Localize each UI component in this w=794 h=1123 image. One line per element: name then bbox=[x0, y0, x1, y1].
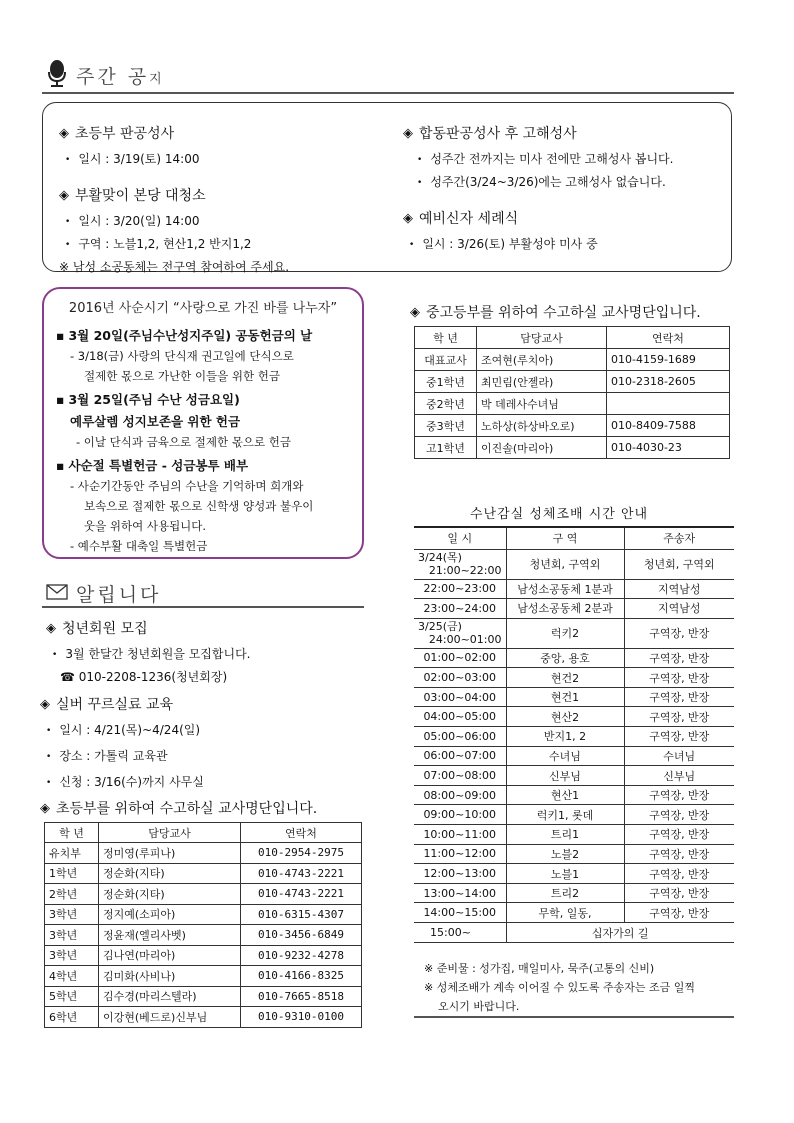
teacher-cell: 김나연(마리아) bbox=[99, 945, 241, 966]
phone-cell: 010-9232-4278 bbox=[241, 945, 362, 966]
adoration-note: ※ 성체조배가 계속 이어질 수 있도록 주송자는 조금 일찍 bbox=[424, 981, 695, 994]
time-cell: 06:00~07:00 bbox=[414, 746, 506, 766]
time-cell: 04:00~05:00 bbox=[414, 707, 506, 727]
notice-line: • 일시 : 3/26(토) 부활성야 미사 중 bbox=[409, 235, 673, 252]
table-row bbox=[45, 925, 362, 946]
table-row bbox=[414, 844, 734, 864]
leader-cell: 청년회, 구역외 bbox=[624, 549, 734, 579]
leader-cell: 구역장, 반장 bbox=[624, 618, 734, 648]
area-cell: 남성소공동체 2분과 bbox=[506, 599, 624, 619]
elem-teachers-heading: ◈ 초등부를 위하여 수고하실 교사명단입니다. bbox=[40, 800, 318, 817]
notice-line: • 일시 : 3/19(토) 14:00 bbox=[65, 150, 289, 167]
table-header: 학 년 bbox=[415, 327, 477, 349]
grade-cell: 고1학년 bbox=[415, 437, 477, 459]
leader-cell: 구역장, 반장 bbox=[624, 825, 734, 845]
table-row bbox=[414, 785, 734, 805]
teacher-cell: 정순화(지타) bbox=[99, 863, 241, 884]
section-title: ◈ 부활맞이 본당 대청소 bbox=[59, 187, 206, 204]
table-row bbox=[414, 923, 734, 943]
adoration-note: ※ 준비물 : 성가집, 매일미사, 묵주(고통의 신비) bbox=[424, 962, 655, 975]
section-title: ◈ 합동판공성사 후 고해성사 bbox=[403, 125, 577, 142]
notice-line: • 성주간 전까지는 미사 전에만 고해성사 봅니다. bbox=[417, 150, 673, 167]
teacher-cell: 김미화(사비나) bbox=[99, 966, 241, 987]
area-cell: 남성소공동체 1분과 bbox=[506, 579, 624, 599]
time-label: 21:00~22:00 bbox=[428, 564, 502, 577]
area-cell: 노블1 bbox=[506, 864, 624, 884]
time-label: 24:00~01:00 bbox=[428, 633, 502, 647]
table-row bbox=[414, 883, 734, 903]
table-row bbox=[414, 864, 734, 884]
table-row bbox=[414, 549, 734, 579]
phone-cell: 010-9310-0100 bbox=[241, 1007, 362, 1028]
table-header-row bbox=[415, 327, 730, 349]
lent-line: 웃을 위하여 사용됩니다. bbox=[84, 519, 207, 533]
announce-header bbox=[46, 580, 161, 607]
phone-cell: 010-4030-23 bbox=[607, 437, 730, 459]
table-row bbox=[415, 371, 730, 393]
teacher-cell: 조여현(루치아) bbox=[477, 349, 607, 371]
lent-line: - 3/18(금) 사랑의 단식재 권고일에 단식으로 bbox=[70, 349, 294, 363]
table-header: 연락처 bbox=[607, 327, 730, 349]
table-row bbox=[414, 618, 734, 648]
announce-line: • 3월 한달간 청년회원을 모집합니다. bbox=[52, 645, 251, 662]
elem-teachers-table bbox=[44, 822, 362, 1028]
phone-cell: 010-7665-8518 bbox=[241, 986, 362, 1007]
table-row bbox=[414, 903, 734, 923]
adoration-title: 수난감실 성체조배 시간 안내 bbox=[470, 507, 649, 522]
teacher-cell: 이강현(베드로)신부님 bbox=[99, 1007, 241, 1028]
phone-cell: 010-4743-2221 bbox=[241, 863, 362, 884]
adoration-table bbox=[414, 526, 734, 943]
table-row bbox=[415, 437, 730, 459]
table-row bbox=[414, 687, 734, 707]
table-row bbox=[414, 579, 734, 599]
grade-cell: 3학년 bbox=[45, 904, 99, 925]
area-cell: 노블2 bbox=[506, 844, 624, 864]
diamond-icon: ◈ bbox=[46, 620, 56, 636]
area-cell: 럭키1, 롯데 bbox=[506, 805, 624, 825]
time-cell: 02:00~03:00 bbox=[414, 668, 506, 688]
area-cell: 수녀님 bbox=[506, 746, 624, 766]
area-cell: 현건2 bbox=[506, 668, 624, 688]
grade-cell: 6학년 bbox=[45, 1007, 99, 1028]
weekly-notice-title: 주간 공지 bbox=[76, 66, 165, 88]
time-cell: 03:00~04:00 bbox=[414, 687, 506, 707]
table-row bbox=[415, 349, 730, 371]
date-label: 3/25(금) bbox=[418, 620, 462, 634]
lent-line: - 이날 단식과 금육으로 절제한 몫으로 헌금 bbox=[76, 435, 291, 449]
table-header: 구 역 bbox=[506, 527, 624, 549]
table-row bbox=[414, 707, 734, 727]
grade-cell: 대표교사 bbox=[415, 349, 477, 371]
table-row bbox=[414, 805, 734, 825]
time-cell: 10:00~11:00 bbox=[414, 825, 506, 845]
table-row bbox=[415, 393, 730, 415]
table-row bbox=[414, 727, 734, 747]
lent-line: - 예수부활 대축일 특별헌금 bbox=[70, 539, 208, 553]
time-cell: 13:00~14:00 bbox=[414, 883, 506, 903]
lent-bullet: ▪ 사순절 특별헌금 - 성금봉투 배부 bbox=[56, 456, 350, 474]
grade-cell: 중2학년 bbox=[415, 393, 477, 415]
phone-cell: 010-4743-2221 bbox=[241, 884, 362, 905]
area-cell: 현건1 bbox=[506, 687, 624, 707]
table-row bbox=[414, 746, 734, 766]
leader-cell: 구역장, 반장 bbox=[624, 785, 734, 805]
grade-cell: 3학년 bbox=[45, 925, 99, 946]
diamond-icon: ◈ bbox=[403, 210, 413, 226]
table-row bbox=[414, 825, 734, 845]
table-row bbox=[414, 668, 734, 688]
table-row bbox=[45, 945, 362, 966]
section-title: ◈ 초등부 판공성사 bbox=[59, 125, 175, 142]
lent-bullet: ▪ 3월 20일(주님수난성지주일) 공동헌금의 날 bbox=[56, 326, 350, 344]
leader-cell: 구역장, 반장 bbox=[624, 883, 734, 903]
diamond-icon: ◈ bbox=[40, 800, 50, 816]
lent-bullet: ▪ 3월 25일(주님 수난 성금요일) bbox=[56, 390, 350, 408]
area-cell: 현산1 bbox=[506, 785, 624, 805]
section-title: ◈ 실버 꾸르실료 교육 bbox=[40, 696, 174, 713]
phone-cell: 010-3456-6849 bbox=[241, 925, 362, 946]
phone-cell: 010-4159-1689 bbox=[607, 349, 730, 371]
table-row bbox=[45, 986, 362, 1007]
time-cell: 09:00~10:00 bbox=[414, 805, 506, 825]
table-row bbox=[414, 648, 734, 668]
notice-line: • 일시 : 3/20(일) 14:00 bbox=[65, 212, 289, 229]
notice-line: • 구역 : 노블1,2, 현산1,2 반지1,2 bbox=[65, 235, 289, 252]
time-cell bbox=[414, 618, 506, 648]
diamond-icon: ◈ bbox=[403, 125, 413, 141]
table-row bbox=[45, 884, 362, 905]
lent-title: 2016년 사순시기 “사랑으로 가진 바를 나누자” bbox=[68, 301, 338, 316]
table-header-row bbox=[45, 823, 362, 843]
teacher-cell: 정미영(루피나) bbox=[99, 843, 241, 864]
time-cell: 23:00~24:00 bbox=[414, 599, 506, 619]
weekly-notice-header bbox=[46, 60, 165, 91]
table-row bbox=[415, 415, 730, 437]
phone-cell: 010-8409-7588 bbox=[607, 415, 730, 437]
announce-phone: ☎ 010-2208-1236(청년회장) bbox=[60, 670, 228, 684]
teacher-cell: 정순화(지타) bbox=[99, 884, 241, 905]
time-cell: 22:00~23:00 bbox=[414, 579, 506, 599]
teacher-cell: 이진솔(마리아) bbox=[477, 437, 607, 459]
area-cell: 트리1 bbox=[506, 825, 624, 845]
area-cell: 중앙, 용호 bbox=[506, 648, 624, 668]
table-row bbox=[414, 599, 734, 619]
area-cell: 무학, 일동, bbox=[506, 903, 624, 923]
teacher-cell: 박 데레사수녀님 bbox=[477, 393, 607, 415]
phone-cell: 010-2954-2975 bbox=[241, 843, 362, 864]
teacher-cell: 최민림(안젤라) bbox=[477, 371, 607, 393]
table-row bbox=[45, 1007, 362, 1028]
table-header: 학 년 bbox=[45, 823, 99, 843]
area-cell: 십자가의 길 bbox=[506, 923, 734, 943]
notice-box bbox=[42, 102, 732, 272]
time-cell: 15:00~ bbox=[414, 923, 506, 943]
lent-subtitle: 예루살렘 성지보존을 위한 헌금 bbox=[70, 414, 241, 429]
teacher-cell: 김수경(마리스텔라) bbox=[99, 986, 241, 1007]
time-cell: 11:00~12:00 bbox=[414, 844, 506, 864]
adoration-notes bbox=[424, 960, 695, 1017]
envelope-icon bbox=[46, 584, 68, 603]
leader-cell: 지역남성 bbox=[624, 579, 734, 599]
teacher-cell: 정지예(소피아) bbox=[99, 904, 241, 925]
table-header-row bbox=[414, 527, 734, 549]
lent-line: - 사순기간동안 주님의 수난을 기억하며 희개와 bbox=[70, 479, 304, 493]
phone-cell: 010-4166-8325 bbox=[241, 966, 362, 987]
time-cell: 05:00~06:00 bbox=[414, 727, 506, 747]
adoration-note: 오시기 바랍니다. bbox=[438, 1000, 520, 1013]
notice-note: ※ 남성 소공동체는 전구역 참여하여 주세요. bbox=[59, 260, 290, 274]
announce-rule bbox=[42, 606, 364, 608]
table-header: 담당교사 bbox=[99, 823, 241, 843]
announce-title: 알립니다 bbox=[76, 584, 162, 606]
diamond-icon: ◈ bbox=[59, 125, 69, 141]
header-rule bbox=[42, 92, 734, 94]
table-row bbox=[45, 863, 362, 884]
grade-cell: 4학년 bbox=[45, 966, 99, 987]
announce-line: • 장소 : 가톨릭 교육관 bbox=[46, 747, 204, 764]
grade-cell: 중1학년 bbox=[415, 371, 477, 393]
table-header: 담당교사 bbox=[477, 327, 607, 349]
grade-cell: 1학년 bbox=[45, 863, 99, 884]
leader-cell: 구역장, 반장 bbox=[624, 648, 734, 668]
leader-cell: 수녀님 bbox=[624, 746, 734, 766]
area-cell: 반지1, 2 bbox=[506, 727, 624, 747]
table-header: 주송자 bbox=[624, 527, 734, 549]
grade-cell: 2학년 bbox=[45, 884, 99, 905]
leader-cell: 신부님 bbox=[624, 766, 734, 786]
table-header: 연락처 bbox=[241, 823, 362, 843]
grade-cell: 3학년 bbox=[45, 945, 99, 966]
announce-line: • 일시 : 4/21(목)~4/24(일) bbox=[46, 721, 204, 738]
area-cell: 청년회, 구역외 bbox=[506, 549, 624, 579]
table-row bbox=[45, 966, 362, 987]
phone-cell: 010-6315-4307 bbox=[241, 904, 362, 925]
area-cell: 신부님 bbox=[506, 766, 624, 786]
lent-line: 절제한 몫으로 가난한 이들을 위한 헌금 bbox=[84, 369, 281, 383]
leader-cell: 구역장, 반장 bbox=[624, 668, 734, 688]
lent-line: 보속으로 절제한 몫으로 신학생 양성과 불우이 bbox=[84, 499, 314, 513]
time-cell: 07:00~08:00 bbox=[414, 766, 506, 786]
phone-cell: 010-2318-2605 bbox=[607, 371, 730, 393]
table-row bbox=[414, 766, 734, 786]
notice-line: • 성주간(3/24~3/26)에는 고해성사 없습니다. bbox=[417, 173, 673, 190]
teacher-cell: 정윤재(엘리사벳) bbox=[99, 925, 241, 946]
leader-cell: 지역남성 bbox=[624, 599, 734, 619]
table-row bbox=[45, 904, 362, 925]
table-header: 일 시 bbox=[414, 527, 506, 549]
table-row bbox=[45, 843, 362, 864]
lent-box bbox=[42, 287, 364, 559]
leader-cell: 구역장, 반장 bbox=[624, 844, 734, 864]
section-title: ◈ 청년회원 모집 bbox=[46, 620, 148, 637]
diamond-icon: ◈ bbox=[59, 187, 69, 203]
leader-cell: 구역장, 반장 bbox=[624, 805, 734, 825]
mid-teachers-table bbox=[414, 326, 730, 459]
adoration-bottom-rule bbox=[414, 1016, 734, 1018]
time-cell bbox=[414, 549, 506, 579]
announce-line: • 신청 : 3/16(수)까지 사무실 bbox=[46, 773, 204, 790]
time-cell: 08:00~09:00 bbox=[414, 785, 506, 805]
teacher-cell: 노하상(하상바오로) bbox=[477, 415, 607, 437]
grade-cell: 유치부 bbox=[45, 843, 99, 864]
leader-cell: 구역장, 반장 bbox=[624, 687, 734, 707]
mid-teachers-heading: ◈ 중고등부를 위하여 수고하실 교사명단입니다. bbox=[410, 304, 701, 321]
leader-cell: 구역장, 반장 bbox=[624, 903, 734, 923]
leader-cell: 구역장, 반장 bbox=[624, 707, 734, 727]
leader-cell: 구역장, 반장 bbox=[624, 864, 734, 884]
time-cell: 14:00~15:00 bbox=[414, 903, 506, 923]
time-cell: 01:00~02:00 bbox=[414, 648, 506, 668]
date-label: 3/24(목) bbox=[418, 551, 462, 564]
grade-cell: 5학년 bbox=[45, 986, 99, 1007]
leader-cell: 구역장, 반장 bbox=[624, 727, 734, 747]
area-cell: 현산2 bbox=[506, 707, 624, 727]
diamond-icon: ◈ bbox=[410, 304, 420, 320]
section-title: ◈ 예비신자 세례식 bbox=[403, 210, 519, 227]
area-cell: 럭키2 bbox=[506, 618, 624, 648]
phone-cell bbox=[607, 393, 730, 415]
area-cell: 트리2 bbox=[506, 883, 624, 903]
grade-cell: 중3학년 bbox=[415, 415, 477, 437]
microphone-icon bbox=[46, 60, 68, 91]
diamond-icon: ◈ bbox=[40, 696, 50, 712]
time-cell: 12:00~13:00 bbox=[414, 864, 506, 884]
